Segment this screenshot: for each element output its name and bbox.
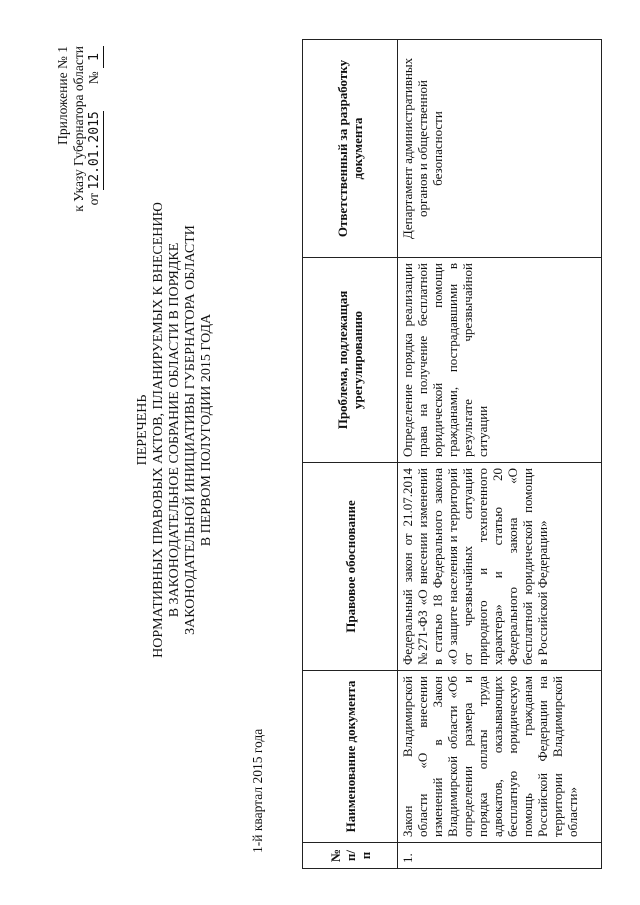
period-label: 1-й квартал 2015 года (250, 728, 265, 853)
appendix-block (55, 46, 104, 306)
row-number: 1. (398, 843, 602, 869)
header-name: Наименование документа (303, 671, 398, 843)
table-header-row (303, 40, 398, 869)
num-prefix: № (86, 71, 101, 85)
row-basis: Федеральный закон от 21.07.2014 №271-ФЗ «О внесении изменений в статью 18 Федерального закона «О защите населения и территорий от чрезвычайных ситуаций природного и техногенного характера» и статью 20 Федерального закона «О бесплатной юридической помощи в Российской Федерации» (398, 463, 602, 671)
heading-line-4: В ПЕРВОМ ПОЛУГОДИИ 2015 ГОДА (199, 313, 214, 547)
row-name: Закон Владимирской области «О внесении изменений в Закон Владимирской области «Об определении размера и порядка оплаты труда адвокатов, оказывающих бесплатную юридическую помощь гражданам Российской Федерации на территории Владимирской области» (398, 671, 602, 843)
header-number: № п/п (303, 843, 398, 869)
date-prefix: от (86, 192, 101, 206)
heading-line-3: ЗАКОНОДАТЕЛЬНОЙ ИНИЦИАТИВЫ ГУБЕРНАТОРА ОБЛАСТИ (183, 225, 198, 635)
heading-line-1: НОРМАТИВНЫХ ПРАВОВЫХ АКТОВ, ПЛАНИРУЕМЫХ К ВНЕСЕНИЮ (151, 202, 166, 658)
row-responsible: Департамент административных органов и общественной безопасности (398, 40, 602, 258)
decree-number: 1 (87, 46, 104, 68)
appendix-title: Приложение № 1 (55, 46, 70, 145)
header-basis: Правовое обоснование (303, 463, 398, 671)
heading-title: ПЕРЕЧЕНЬ (135, 394, 150, 466)
acts-table (302, 39, 602, 869)
row-problem: Определение порядка реализации права на получение бесплатной юридической помощи гражданами, пострадавшими в результате чрезвычайной ситуации (398, 258, 602, 463)
appendix-reference: к Указу Губернатора области (70, 46, 86, 212)
header-problem: Проблема, подлежащая урегулированию (303, 258, 398, 463)
decree-date: 12.01.2015 (87, 111, 102, 190)
appendix-date-line (86, 46, 104, 306)
document-heading (135, 195, 215, 665)
heading-line-2: В ЗАКОНОДАТЕЛЬНОЕ СОБРАНИЕ ОБЛАСТИ В ПОРЯДКЕ (167, 242, 182, 618)
table-row (398, 40, 602, 869)
header-responsible: Ответственный за разработку документа (303, 40, 398, 258)
